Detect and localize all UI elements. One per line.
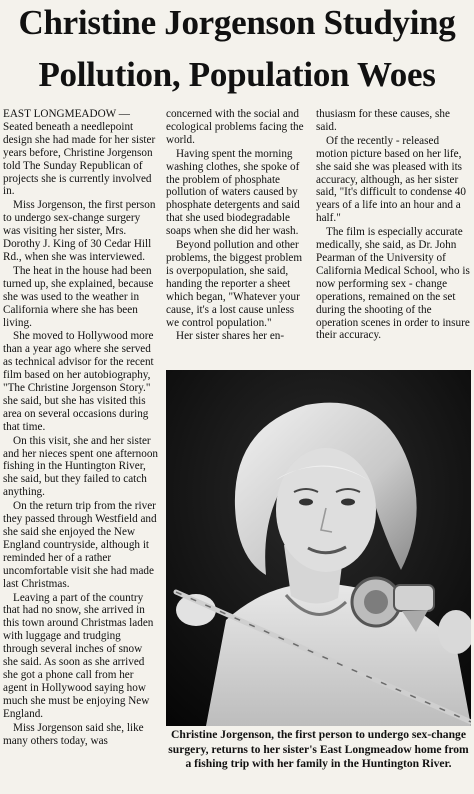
article-column-3	[316, 108, 471, 364]
article-paragraph: EAST LONGMEADOW — Seated beneath a needlepoint design she had made for her sister years before, Christine Jorgenson told The Sunday Republican of projects she is currently involved in.	[3, 108, 156, 198]
article-column-2	[166, 108, 307, 364]
article-column-1	[3, 108, 158, 794]
article-paragraph: She moved to Hollywood more than a year ago where she served as technical advisor for the recent film based on her autobiography, "The Christine Jorgenson Story." she said, but she has visited this area on several occasions during that time.	[3, 330, 154, 433]
headline-line-2: Pollution, Population Woes	[38, 55, 436, 94]
photo-caption: Christine Jorgenson, the first person to undergo sex-change surgery, returns to her sister's East Longmeadow home from a fishing trip with her family in the Huntington River.	[168, 728, 469, 771]
article-paragraph: Of the recently - released motion picture based on her life, she said she was pleased with its accuracy, although, as her sister said, "It's difficult to condense 40 years of a life into an hour and a half."	[316, 134, 466, 225]
article-paragraph: Her sister shares her en-	[176, 330, 285, 343]
article-paragraph: On the return trip from the river they passed through Westfield and she said she enjoyed the New England countryside, although it reminded her of a rather uncomfortable visit she had made last Christmas.	[3, 500, 157, 590]
article-paragraph: concerned with the social and ecological problems facing the world.	[166, 108, 304, 146]
article-paragraph: Beyond pollution and other problems, the biggest problem is overpopulation, she said, handing the reporter a sheet which began, "Whatever your cause, it's a lost cause unless we control population."	[166, 239, 303, 329]
article-paragraph: thusiasm for these causes, she said.	[316, 108, 450, 133]
news-photo	[166, 370, 471, 726]
article-paragraph: The film is especially accurate medically, she said, as Dr. John Pearman of the University of California Medical School, who is now performing sex - change operations, remained on the set during the shooting of the operation scenes in order to insure their accuracy.	[316, 226, 470, 342]
article-paragraph: Miss Jorgenson, the first person to undergo sex-change surgery was visiting her sister, Mrs. Dorothy J. King of 30 Cedar Hill Rd., when she was interviewed.	[3, 199, 156, 263]
headline	[0, 0, 474, 104]
article-paragraph: The heat in the house had been turned up, she explained, because she was used to the weather in California where she has been living.	[3, 264, 154, 329]
article-paragraph: On this visit, she and her sister and her nieces spent one afternoon fishing in the Huntington River, she said, but they failed to catch anything.	[3, 434, 159, 499]
article-paragraph: Leaving a part of the country that had no snow, she arrived in this town around Christmas laden with luggage and trudging through several inches of snow she said. As soon as she arrived she got a phone call from her agent in Hollywood saying how much she must be enjoying New England.	[3, 591, 154, 720]
article-paragraph: Miss Jorgenson said she, like many others today, was	[3, 721, 144, 747]
article-paragraph: Having spent the morning washing clothes, she spoke of the problem of phosphate pollution of waters caused by phosphate detergents and said that she used biodegradable soaps when she did her wash.	[166, 147, 300, 238]
headline-line-1: Christine Jorgenson Studying	[18, 3, 456, 42]
photo-illustration	[166, 370, 471, 726]
